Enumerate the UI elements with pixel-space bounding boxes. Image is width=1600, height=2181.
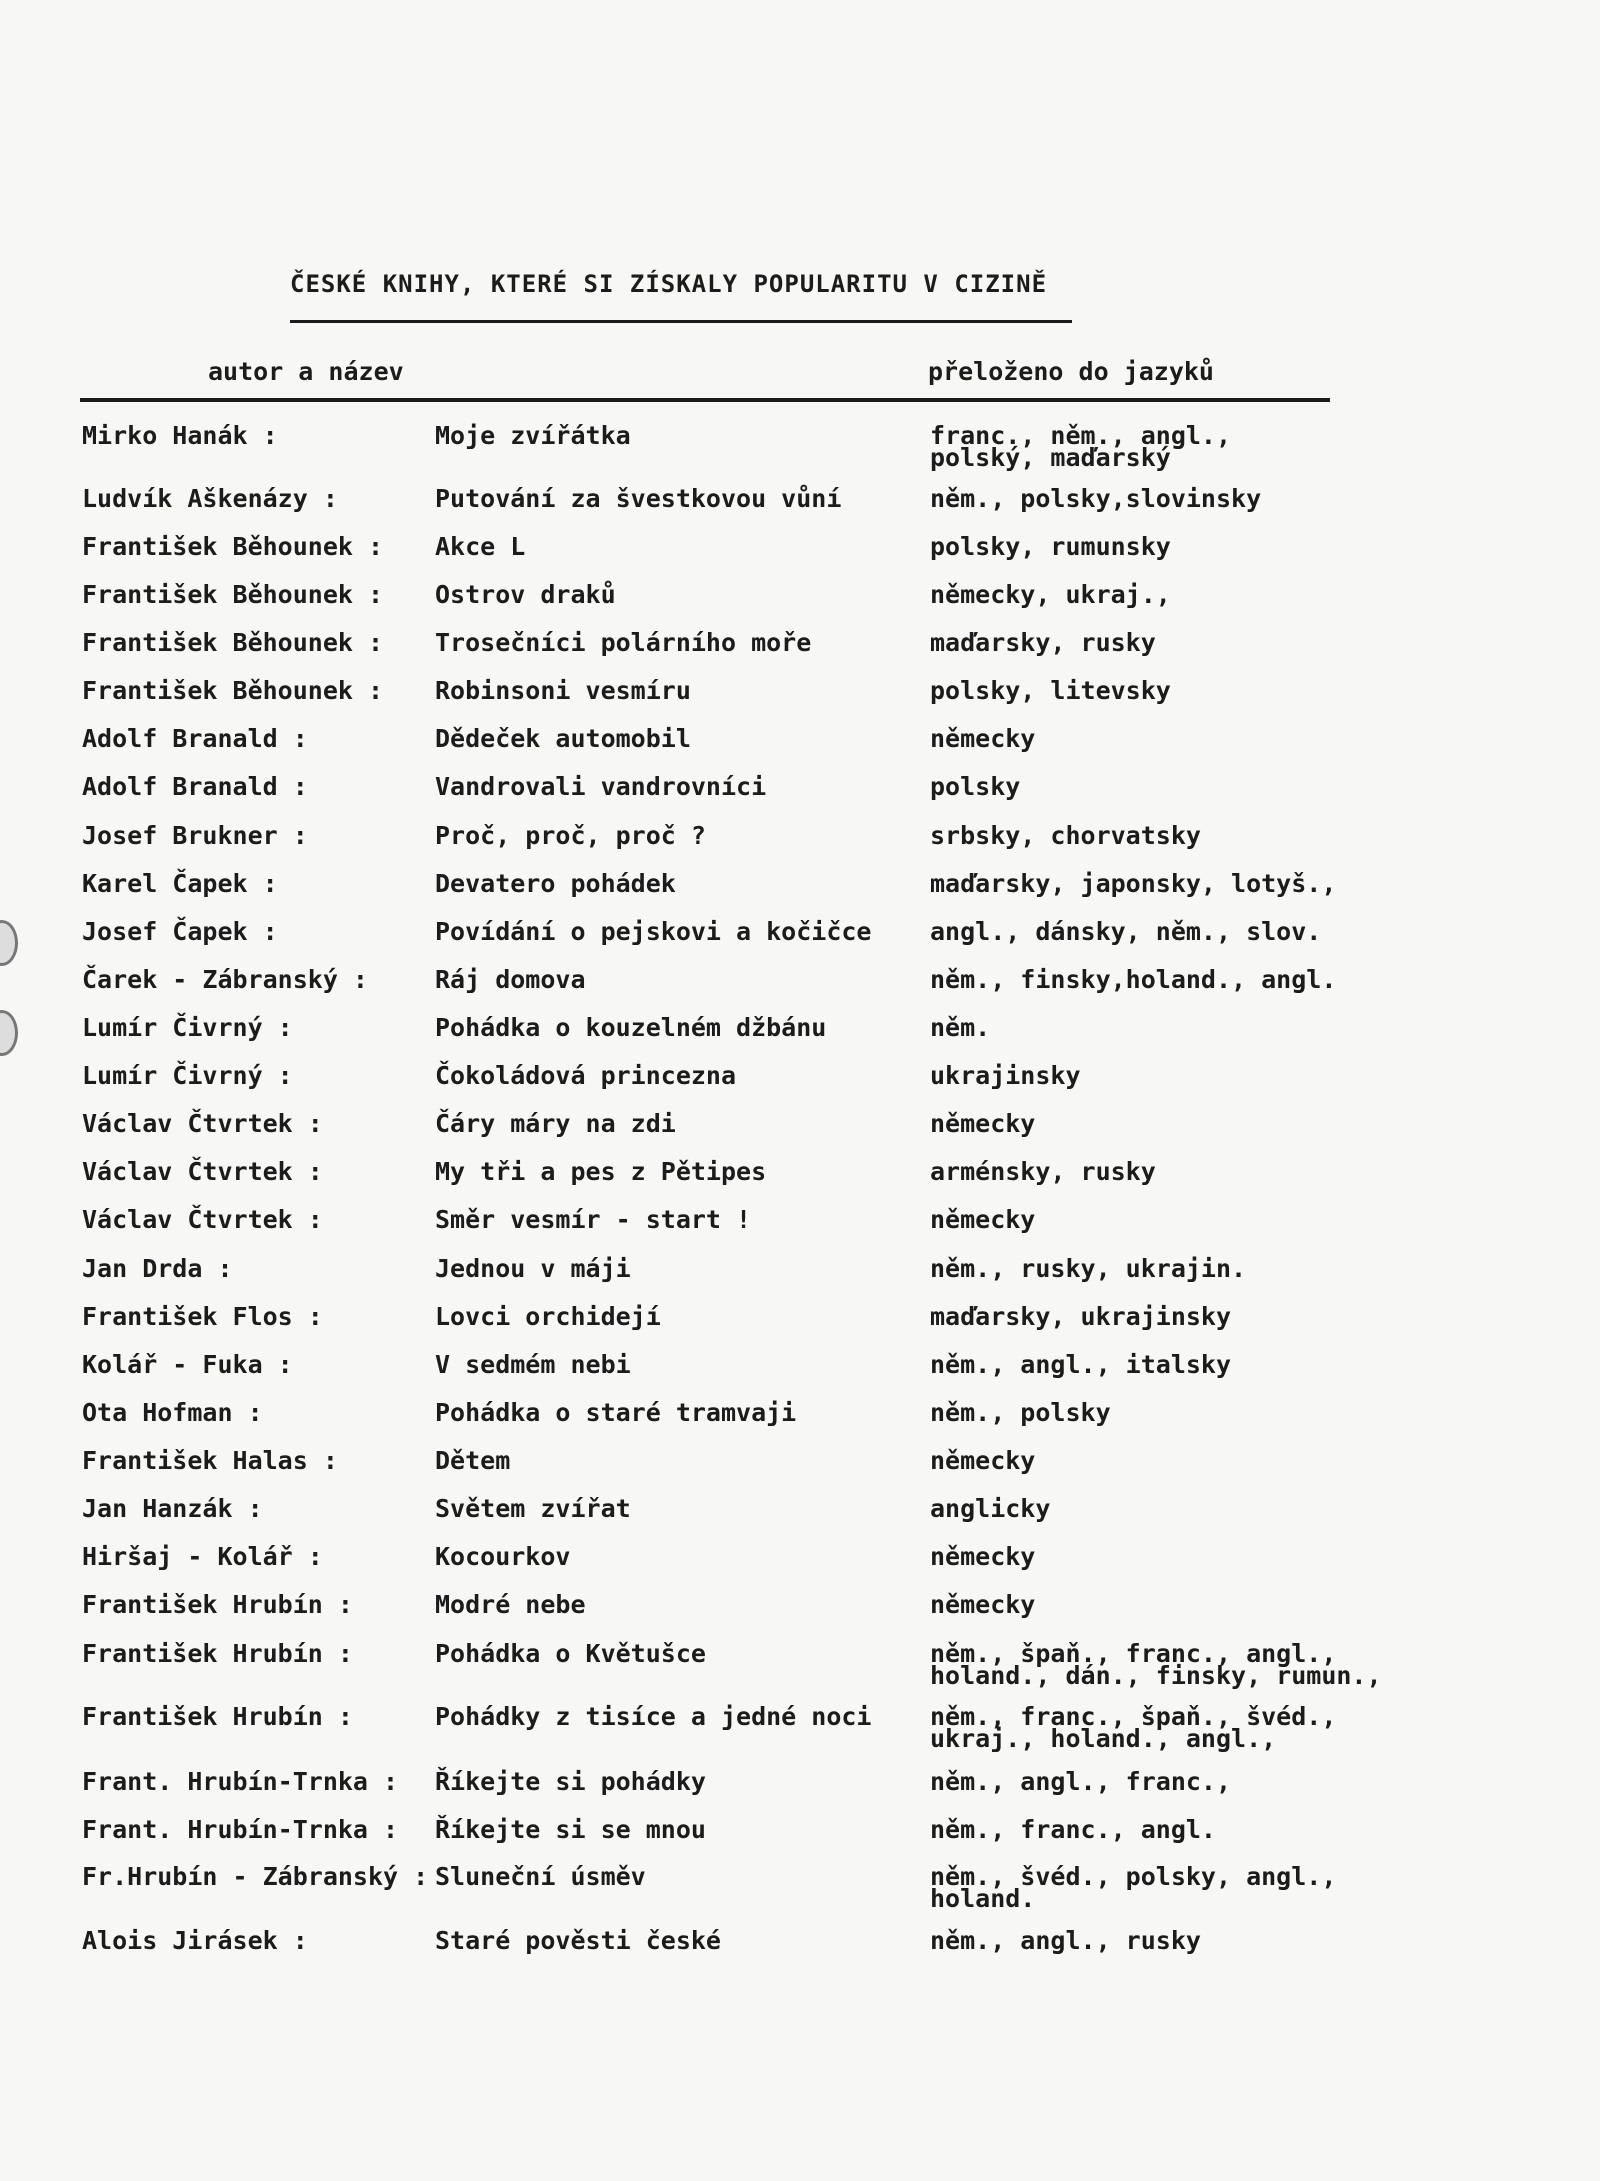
languages-cell [930, 1205, 1036, 1234]
author-cell: Čarek - Zábranský : [82, 965, 368, 994]
book-title-cell: Modré nebe [435, 1590, 586, 1619]
author-cell: Ota Hofman : [82, 1398, 263, 1427]
language-line: holand. [930, 1884, 1036, 1913]
language-line: něm. [930, 1013, 991, 1042]
table-row [0, 532, 1600, 584]
language-line: německy [930, 1446, 1036, 1475]
languages-cell [930, 1494, 1051, 1523]
book-title-cell: Robinsoni vesmíru [435, 676, 691, 705]
language-line: německy [930, 1205, 1036, 1234]
languages-cell [930, 772, 1021, 801]
author-cell: Kolář - Fuka : [82, 1350, 293, 1379]
column-header-languages: přeloženo do jazyků [928, 357, 1214, 386]
book-title-cell: Čáry máry na zdi [435, 1109, 676, 1138]
table-row [0, 1205, 1600, 1257]
table-row [0, 1109, 1600, 1161]
page-title: ČESKÉ KNIHY, KTERÉ SI ZÍSKALY POPULARITU V CIZINĚ [290, 270, 1048, 298]
table-row [0, 1061, 1600, 1113]
table-row [0, 1862, 1600, 1914]
table-row [0, 1302, 1600, 1354]
language-line: něm., polsky,slovinsky [930, 484, 1262, 513]
header-divider [80, 398, 1330, 402]
book-title-cell: Pohádky z tisíce a jedné noci [435, 1702, 872, 1731]
table-row [0, 1815, 1600, 1867]
book-title-cell: Pohádka o kouzelném džbánu [435, 1013, 827, 1042]
language-line: něm., rusky, ukrajin. [930, 1254, 1247, 1283]
author-cell: František Běhounek : [82, 676, 384, 705]
author-cell: Václav Čtvrtek : [82, 1109, 323, 1138]
book-title-cell: Světem zvířat [435, 1494, 631, 1523]
language-line: polsky, litevsky [930, 676, 1171, 705]
author-cell: Fr.Hrubín - Zábranský : [82, 1862, 429, 1891]
languages-cell [930, 421, 1232, 472]
table-row [0, 676, 1600, 728]
table-row [0, 1702, 1600, 1754]
language-line: německy [930, 1109, 1036, 1138]
book-title-cell: Ráj domova [435, 965, 586, 994]
author-cell: Karel Čapek : [82, 869, 278, 898]
table-row [0, 724, 1600, 776]
languages-cell [930, 724, 1036, 753]
table-row [0, 1767, 1600, 1819]
author-cell: Václav Čtvrtek : [82, 1157, 323, 1186]
column-header-author-title: autor a název [208, 357, 404, 386]
table-row [0, 1542, 1600, 1594]
table-row [0, 917, 1600, 969]
table-row [0, 1350, 1600, 1402]
languages-cell [930, 1398, 1111, 1427]
author-cell: František Běhounek : [82, 580, 384, 609]
book-title-cell: Čokoládová princezna [435, 1061, 737, 1090]
languages-cell [930, 676, 1171, 705]
table-row [0, 421, 1600, 473]
author-cell: Jan Drda : [82, 1254, 233, 1283]
language-line: polský, maďarský [930, 443, 1171, 472]
author-cell: Frant. Hrubín-Trnka : [82, 1767, 399, 1796]
book-title-cell: My tři a pes z Pětipes [435, 1157, 767, 1186]
language-line: německy [930, 724, 1036, 753]
author-cell: Jan Hanzák : [82, 1494, 263, 1523]
author-cell: Ludvík Aškenázy : [82, 484, 338, 513]
language-line: něm., finsky,holand., angl. [930, 965, 1337, 994]
languages-cell [930, 1061, 1081, 1090]
languages-cell [930, 580, 1171, 609]
table-row [0, 869, 1600, 921]
languages-cell [930, 869, 1337, 898]
language-line: angl., dánsky, něm., slov. [930, 917, 1322, 946]
author-cell: Lumír Čivrný : [82, 1013, 293, 1042]
author-cell: Josef Čapek : [82, 917, 278, 946]
language-line: maďarsky, rusky [930, 628, 1156, 657]
language-line: něm., špaň., franc., angl., [930, 1639, 1337, 1668]
language-line: srbsky, chorvatsky [930, 821, 1201, 850]
author-cell: Frant. Hrubín-Trnka : [82, 1815, 399, 1844]
table-row [0, 628, 1600, 680]
languages-cell [930, 532, 1171, 561]
author-cell: František Flos : [82, 1302, 323, 1331]
language-line: maďarsky, ukrajinsky [930, 1302, 1232, 1331]
book-title-cell: Jednou v máji [435, 1254, 631, 1283]
languages-cell [930, 1862, 1337, 1913]
author-cell: Mirko Hanák : [82, 421, 278, 450]
language-line: něm., švéd., polsky, angl., [930, 1862, 1337, 1891]
languages-cell [930, 1542, 1036, 1571]
author-cell: Václav Čtvrtek : [82, 1205, 323, 1234]
languages-cell [930, 1926, 1201, 1955]
author-cell: Hiršaj - Kolář : [82, 1542, 323, 1571]
table-row [0, 1494, 1600, 1546]
book-title-cell: V sedmém nebi [435, 1350, 631, 1379]
language-line: maďarsky, japonsky, lotyš., [930, 869, 1337, 898]
table-row [0, 1639, 1600, 1691]
table-row [0, 1446, 1600, 1498]
languages-cell [930, 1639, 1382, 1690]
language-line: ukraj., holand., angl., [930, 1724, 1277, 1753]
languages-cell [930, 1254, 1247, 1283]
book-title-cell: Sluneční úsměv [435, 1862, 646, 1891]
table-row [0, 1254, 1600, 1306]
languages-cell [930, 1446, 1036, 1475]
book-title-cell: Trosečníci polárního moře [435, 628, 812, 657]
language-line: něm., polsky [930, 1398, 1111, 1427]
book-title-cell: Staré pověsti české [435, 1926, 721, 1955]
book-title-cell: Povídání o pejskovi a kočičce [435, 917, 872, 946]
book-title-cell: Akce L [435, 532, 526, 561]
language-line: anglicky [930, 1494, 1051, 1523]
languages-cell [930, 628, 1156, 657]
book-title-cell: Pohádka o Květušce [435, 1639, 706, 1668]
book-title-cell: Lovci orchidejí [435, 1302, 661, 1331]
author-cell: František Hrubín : [82, 1702, 353, 1731]
languages-cell [930, 917, 1322, 946]
languages-cell [930, 1702, 1337, 1753]
languages-cell [930, 1350, 1232, 1379]
languages-cell [930, 1815, 1216, 1844]
author-cell: František Hrubín : [82, 1639, 353, 1668]
language-line: něm., franc., špaň., švéd., [930, 1702, 1337, 1731]
language-line: polsky [930, 772, 1021, 801]
language-line: německy [930, 1590, 1036, 1619]
languages-cell [930, 1157, 1156, 1186]
book-title-cell: Směr vesmír - start ! [435, 1205, 752, 1234]
table-row [0, 1926, 1600, 1978]
table-row [0, 1398, 1600, 1450]
book-title-cell: Moje zvířátka [435, 421, 631, 450]
author-cell: Alois Jirásek : [82, 1926, 308, 1955]
languages-cell [930, 965, 1337, 994]
author-cell: František Běhounek : [82, 532, 384, 561]
table-row [0, 1157, 1600, 1209]
languages-cell [930, 1013, 991, 1042]
author-cell: Adolf Branald : [82, 724, 308, 753]
book-title-cell: Ostrov draků [435, 580, 616, 609]
table-row [0, 484, 1600, 536]
table-row [0, 580, 1600, 632]
book-title-cell: Říkejte si se mnou [435, 1815, 706, 1844]
languages-cell [930, 1590, 1036, 1619]
table-row [0, 821, 1600, 873]
language-line: něm., franc., angl. [930, 1815, 1216, 1844]
languages-cell [930, 821, 1201, 850]
language-line: něm., angl., italsky [930, 1350, 1232, 1379]
languages-cell [930, 1109, 1036, 1138]
title-underline [290, 320, 1072, 323]
book-title-cell: Putování za švestkovou vůní [435, 484, 842, 513]
book-title-cell: Proč, proč, proč ? [435, 821, 706, 850]
table-row [0, 1013, 1600, 1065]
table-row [0, 772, 1600, 824]
language-line: ukrajinsky [930, 1061, 1081, 1090]
book-title-cell: Devatero pohádek [435, 869, 676, 898]
book-title-cell: Kocourkov [435, 1542, 571, 1571]
language-line: franc., něm., angl., [930, 421, 1232, 450]
book-title-cell: Pohádka o staré tramvaji [435, 1398, 797, 1427]
language-line: polsky, rumunsky [930, 532, 1171, 561]
language-line: něm., angl., franc., [930, 1767, 1232, 1796]
language-line: něm., angl., rusky [930, 1926, 1201, 1955]
author-cell: František Hrubín : [82, 1590, 353, 1619]
language-line: holand., dán., finsky, rumun., [930, 1661, 1382, 1690]
languages-cell [930, 1767, 1232, 1796]
language-line: německy [930, 1542, 1036, 1571]
languages-cell [930, 1302, 1232, 1331]
languages-cell [930, 484, 1262, 513]
table-row [0, 965, 1600, 1017]
author-cell: Lumír Čivrný : [82, 1061, 293, 1090]
author-cell: František Běhounek : [82, 628, 384, 657]
author-cell: František Halas : [82, 1446, 338, 1475]
author-cell: Josef Brukner : [82, 821, 308, 850]
book-title-cell: Dětem [435, 1446, 511, 1475]
book-title-cell: Dědeček automobil [435, 724, 691, 753]
book-title-cell: Vandrovali vandrovníci [435, 772, 767, 801]
book-title-cell: Říkejte si pohádky [435, 1767, 706, 1796]
language-line: arménsky, rusky [930, 1157, 1156, 1186]
author-cell: Adolf Branald : [82, 772, 308, 801]
language-line: německy, ukraj., [930, 580, 1171, 609]
table-row [0, 1590, 1600, 1642]
